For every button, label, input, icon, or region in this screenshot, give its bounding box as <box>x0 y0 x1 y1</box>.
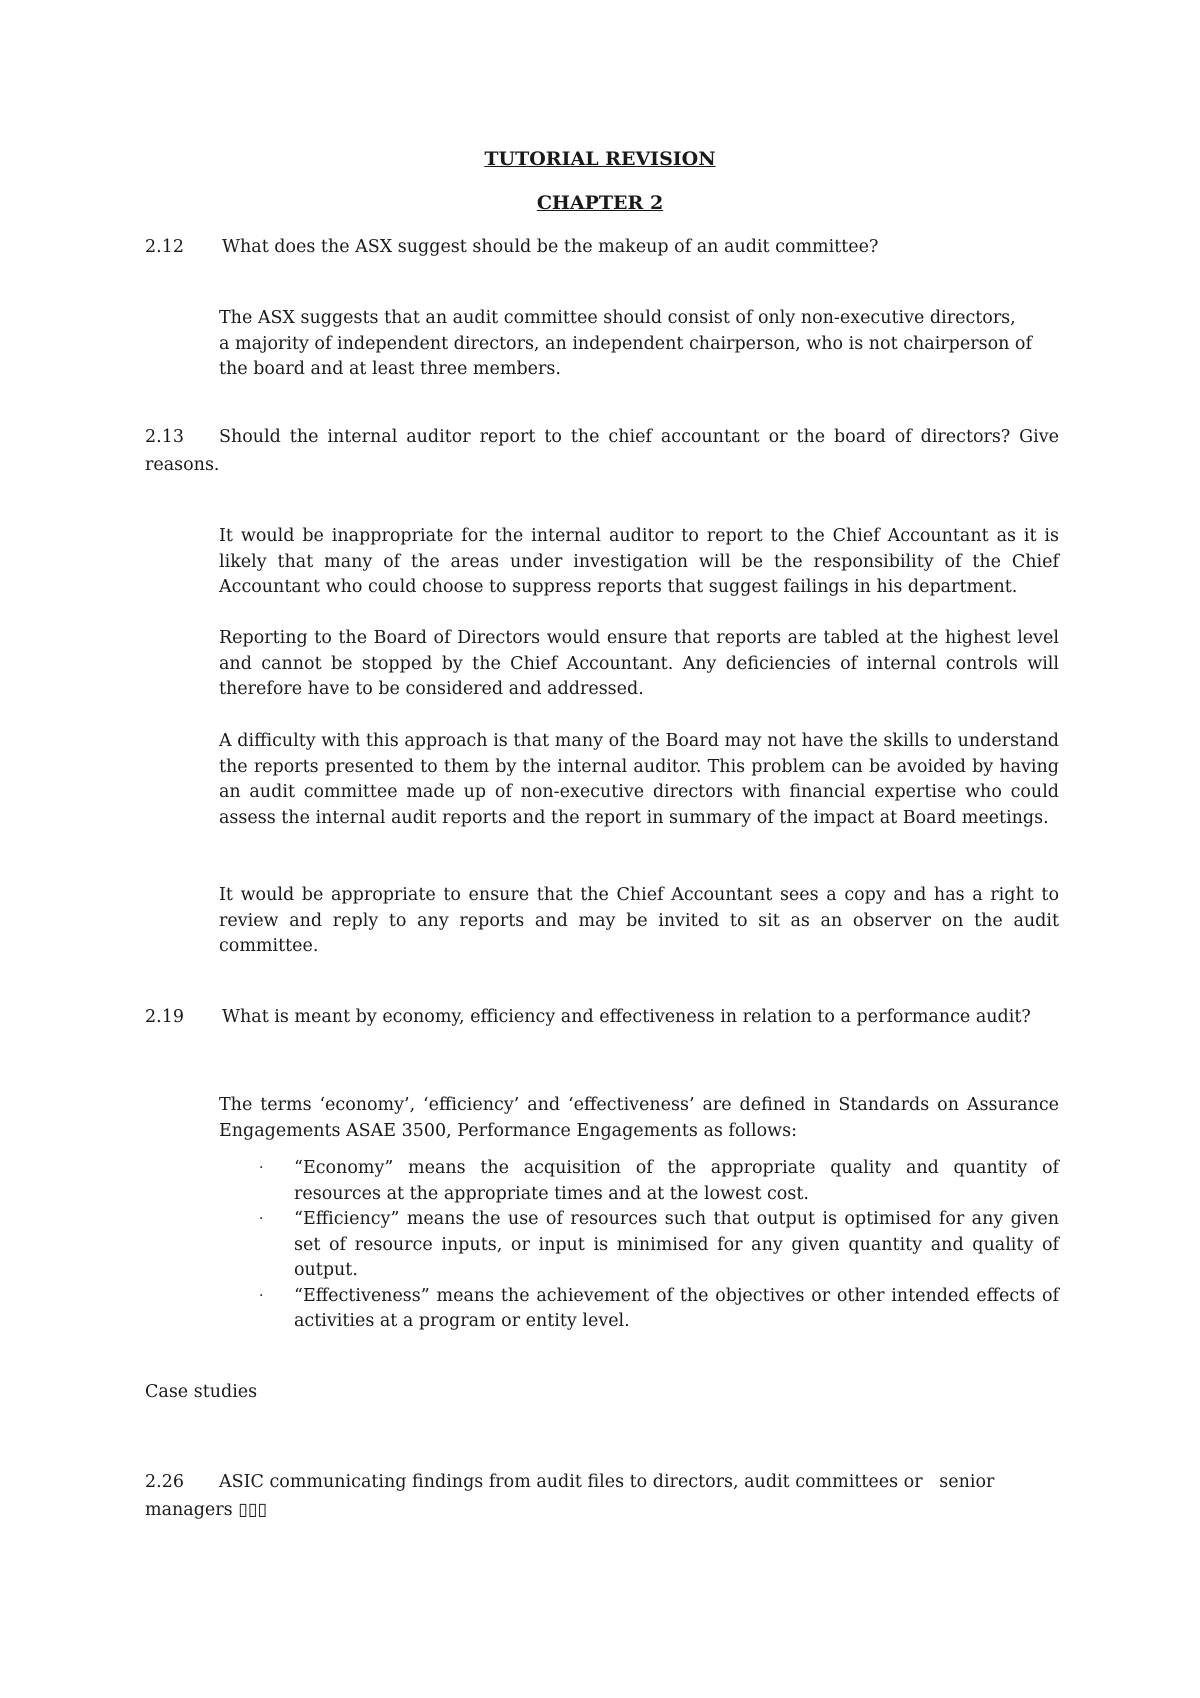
question-2-13 <box>145 423 1059 479</box>
question-2-19: What is meant by economy, efficiency and effectiveness in relation to a performance audit? <box>222 1007 1031 1027</box>
question-2-26-line1 <box>145 1468 1059 1496</box>
list-item <box>219 1207 1059 1284</box>
answer-2-13-para-2: Reporting to the Board of Directors would ensure that reports are tabled at the highest level and cannot be stopped by the Chief Accountant. Any deficiencies of internal controls will therefore have to be considered and addressed. <box>219 628 1059 699</box>
definition-effectiveness: “Effectiveness” means the achievement of the objectives or other intended effects of activities at a program or entity level. <box>294 1285 1059 1331</box>
question-number-2-12: 2.12 <box>145 237 184 257</box>
answer-2-12-line: The ASX suggests that an audit committee should consist of only non-executive directors, <box>219 308 1016 328</box>
bullet-icon: · <box>259 1160 264 1176</box>
question-number-2-19: 2.19 <box>145 1007 184 1027</box>
answer-2-12-line: a majority of independent directors, an independent chairperson, who is not chairperson of <box>219 333 1032 354</box>
question-2-26-line2: managers ▯▯▯ <box>145 1500 268 1520</box>
list-item <box>219 1284 1059 1335</box>
definitions-list <box>219 1156 1059 1335</box>
document-title: TUTORIAL REVISION <box>484 148 716 170</box>
answer-2-13-para-3: A difficulty with this approach is that many of the Board may not have the skills to understand the reports presented to them by the internal auditor. This problem can be avoided by having an audit committee made up of non-executive directors with financial expertise who could assess the internal audit reports and the report in summary of the impact at Board meetings. <box>219 731 1059 828</box>
list-item <box>219 1156 1059 1207</box>
answer-2-12 <box>219 306 1059 383</box>
answer-2-13-para-4: It would be appropriate to ensure that the Chief Accountant sees a copy and has a right to review and reply to any reports and may be invited to sit as an observer on the audit committee. <box>219 885 1059 956</box>
bullet-icon: · <box>259 1211 264 1227</box>
bullet-icon: · <box>259 1287 264 1304</box>
question-number-2-26: 2.26 <box>145 1472 184 1492</box>
question-2-26-text: ASIC communicating findings from audit files to directors, audit committees or senior <box>219 1472 995 1492</box>
question-number-2-13: 2.13 <box>145 427 184 447</box>
question-2-13-text: Should the internal auditor report to the chief accountant or the board of directors? Give <box>219 427 1059 447</box>
answer-2-12-line: the board and at least three members. <box>219 359 561 379</box>
question-2-12: What does the ASX suggest should be the makeup of an audit committee? <box>222 237 879 257</box>
answer-2-19-intro: The terms ‘economy’, ‘efficiency’ and ‘effectiveness’ are defined in Standards on Assurance Engagements ASAE 3500, Performance Engagements as follows: <box>219 1095 1059 1141</box>
definition-efficiency: “Efficiency” means the use of resources such that output is optimised for any given set of resource inputs, or input is minimised for any given quantity and quality of output. <box>294 1209 1059 1280</box>
question-2-13-line2: reasons. <box>145 455 220 475</box>
question-2-26 <box>145 1468 1059 1524</box>
question-2-13-line1 <box>145 423 1059 451</box>
chapter-heading: CHAPTER 2 <box>536 192 664 214</box>
answer-2-13-para-1: It would be inappropriate for the internal auditor to report to the Chief Accountant as it is likely that many of the areas under investigation will be the responsibility of the Chief Accountant who could choose to suppress reports that suggest failings in his department. <box>219 526 1059 597</box>
definition-economy: “Economy” means the acquisition of the appropriate quality and quantity of resources at the appropriate times and at the lowest cost. <box>294 1158 1059 1204</box>
case-studies-label: Case studies <box>145 1382 258 1402</box>
